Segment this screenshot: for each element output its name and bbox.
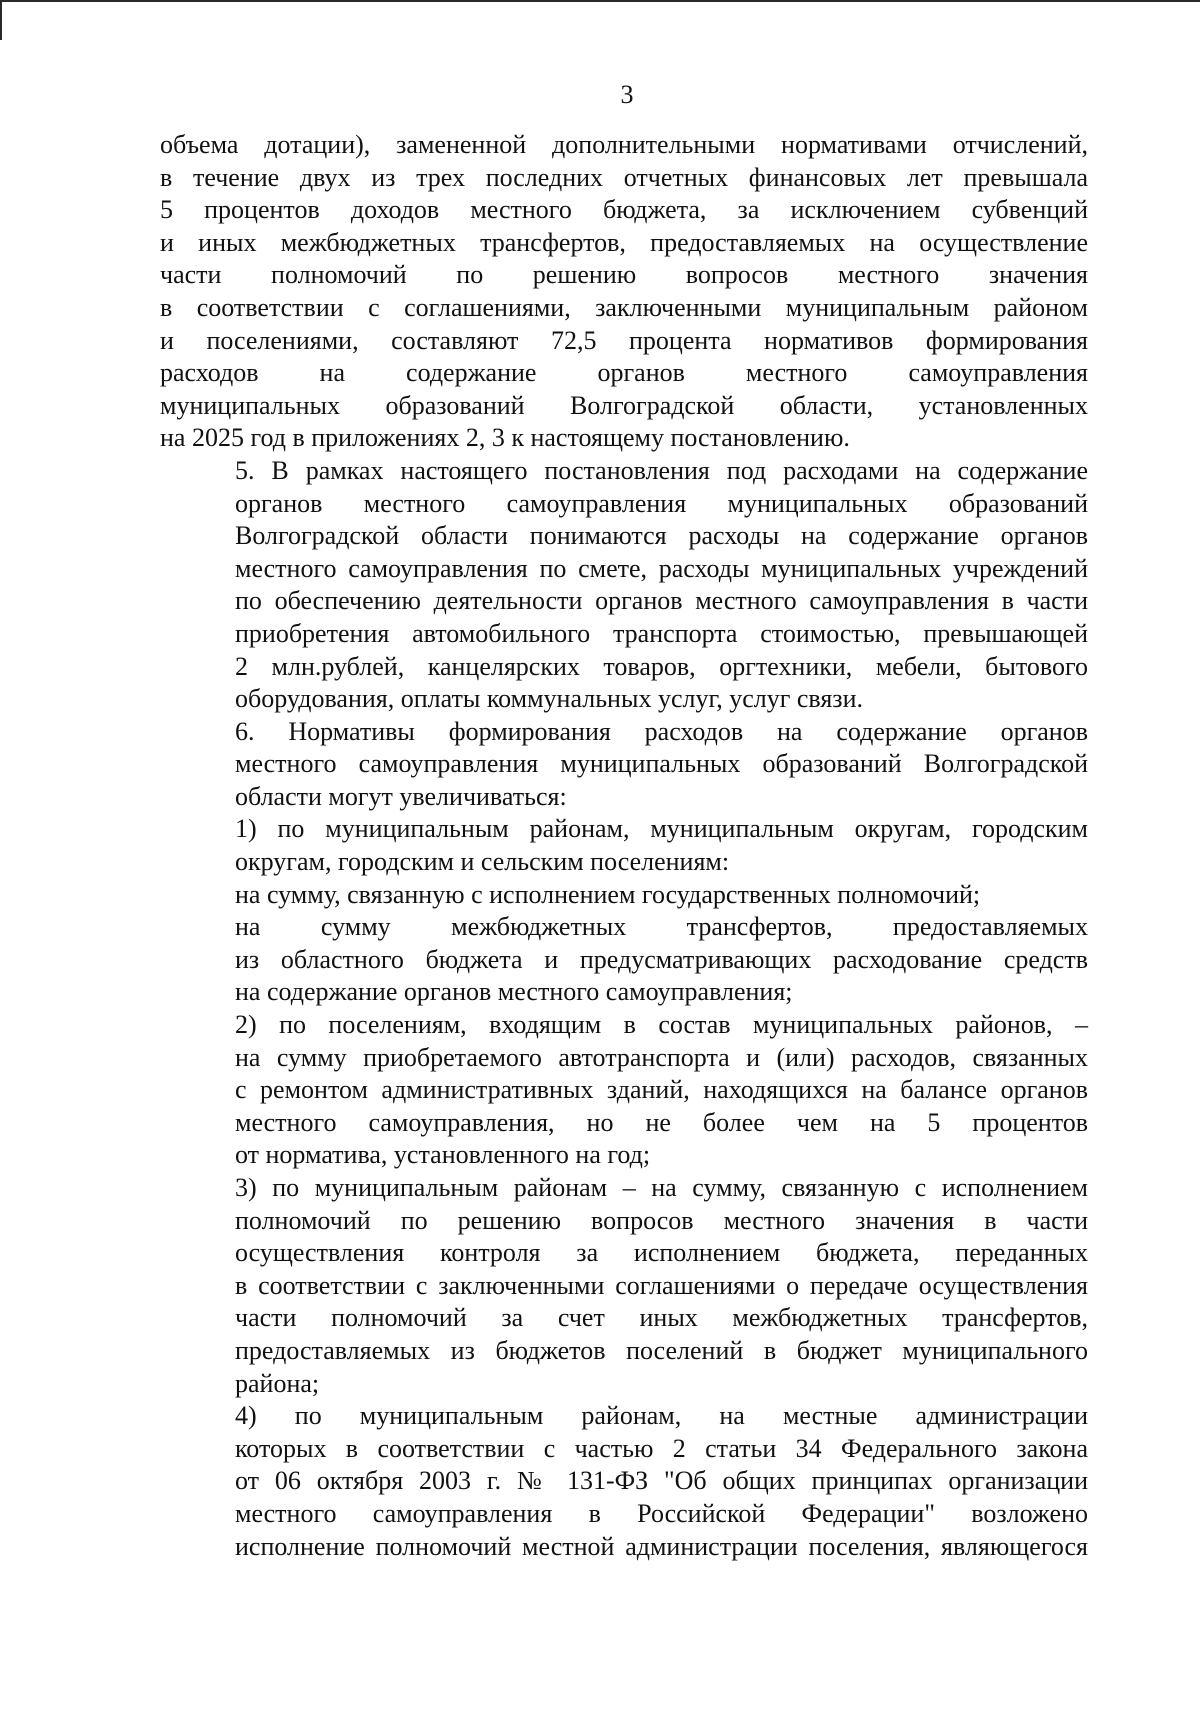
text-line: в соответствии с соглашениями, заключенными муниципальным районом bbox=[160, 292, 1088, 322]
text-line: полномочий по решению вопросов местного значения в части bbox=[235, 1205, 1088, 1235]
paragraph bbox=[160, 1172, 1088, 1400]
text-line: на сумму межбюджетных трансфертов, предоставляемых bbox=[235, 912, 1088, 942]
text-line: 6. Нормативы формирования расходов на содержание органов bbox=[235, 716, 1088, 746]
text-line: с ремонтом административных зданий, находящихся на балансе органов bbox=[235, 1075, 1088, 1105]
text-line: на сумму, связанную с исполнением государственных полномочий; bbox=[235, 879, 981, 909]
text-line: в соответствии с заключенными соглашениями о передаче осуществления bbox=[235, 1270, 1088, 1300]
text-line: на содержание органов местного самоуправления; bbox=[235, 977, 793, 1007]
text-line: исполнение полномочий местной администрации поселения, являющегося bbox=[235, 1531, 1088, 1561]
text-line: района; bbox=[235, 1368, 320, 1398]
text-line: муниципальных образований Волгоградской области, установленных bbox=[160, 390, 1088, 420]
text-line: расходов на содержание органов местного самоуправления bbox=[160, 358, 1088, 388]
text-line: округам, городским и сельским поселениям: bbox=[235, 847, 730, 877]
text-line: на сумму приобретаемого автотранспорта и (или) расходов, связанных bbox=[235, 1042, 1088, 1072]
text-line: в течение двух из трех последних отчетных финансовых лет превышала bbox=[160, 162, 1088, 192]
text-line: местного самоуправления в Российской Федерации" возложено bbox=[235, 1498, 1088, 1528]
text-line: и поселениями, составляют 72,5 процента нормативов формирования bbox=[160, 325, 1088, 355]
paragraph bbox=[160, 911, 1088, 1009]
text-line: от норматива, установленного на год; bbox=[235, 1140, 651, 1170]
text-line: местного самоуправления, но не более чем на 5 процентов bbox=[235, 1107, 1088, 1137]
text-line: оборудования, оплаты коммунальных услуг, услуг связи. bbox=[235, 684, 863, 714]
text-line: осуществления контроля за исполнением бюджета, переданных bbox=[235, 1238, 1088, 1268]
text-line: которых в соответствии с частью 2 статьи 34 Федерального закона bbox=[235, 1433, 1088, 1463]
paragraph bbox=[160, 129, 1088, 455]
document-body bbox=[160, 129, 1088, 1563]
text-line: Волгоградской области понимаются расходы на содержание органов bbox=[235, 521, 1088, 551]
text-line: на 2025 год в приложениях 2, 3 к настоящему постановлению. bbox=[160, 423, 850, 453]
text-line: 2 млн.рублей, канцелярских товаров, оргтехники, мебели, бытового bbox=[235, 651, 1088, 681]
text-line: от 06 октября 2003 г. № 131-ФЗ "Об общих принципах организации bbox=[235, 1466, 1088, 1496]
text-line: из областного бюджета и предусматривающих расходование средств bbox=[235, 944, 1088, 974]
paragraph bbox=[160, 455, 1088, 716]
text-line: 4) по муниципальным районам, на местные администрации bbox=[235, 1401, 1088, 1431]
text-line: 3) по муниципальным районам – на сумму, связанную с исполнением bbox=[235, 1173, 1088, 1202]
text-line: предоставляемых из бюджетов поселений в бюджет муниципального bbox=[235, 1335, 1088, 1365]
text-line: части полномочий за счет иных межбюджетных трансфертов, bbox=[235, 1303, 1088, 1333]
page-number: 3 bbox=[620, 80, 634, 109]
scan-edge-top bbox=[0, 0, 1200, 2]
text-line: 5. В рамках настоящего постановления под расходами на содержание bbox=[235, 455, 1088, 485]
text-line: 1) по муниципальным районам, муниципальным округам, городским bbox=[235, 814, 1088, 844]
text-line: части полномочий по решению вопросов местного значения bbox=[160, 260, 1088, 290]
text-line: по обеспечению деятельности органов местного самоуправления в части bbox=[235, 586, 1088, 616]
text-line: органов местного самоуправления муниципальных образований bbox=[235, 488, 1088, 518]
text-line: местного самоуправления муниципальных образований Волгоградской bbox=[235, 749, 1088, 779]
text-line: 5 процентов доходов местного бюджета, за исключением субвенций bbox=[160, 195, 1088, 225]
scan-edge-left bbox=[0, 0, 2, 40]
paragraph bbox=[160, 879, 1088, 912]
text-line: объема дотации), замененной дополнительными нормативами отчислений, bbox=[160, 130, 1088, 159]
text-line: и иных межбюджетных трансфертов, предоставляемых на осуществление bbox=[160, 227, 1088, 257]
text-line: местного самоуправления по смете, расходы муниципальных учреждений bbox=[235, 553, 1088, 583]
paragraph bbox=[160, 1009, 1088, 1172]
paragraph bbox=[160, 813, 1088, 878]
text-line: области могут увеличиваться: bbox=[235, 781, 567, 811]
text-line: 2) по поселениям, входящим в состав муниципальных районов, – bbox=[235, 1010, 1088, 1040]
paragraph bbox=[160, 716, 1088, 814]
paragraph bbox=[160, 1400, 1088, 1563]
text-line: приобретения автомобильного транспорта стоимостью, превышающей bbox=[235, 618, 1088, 648]
